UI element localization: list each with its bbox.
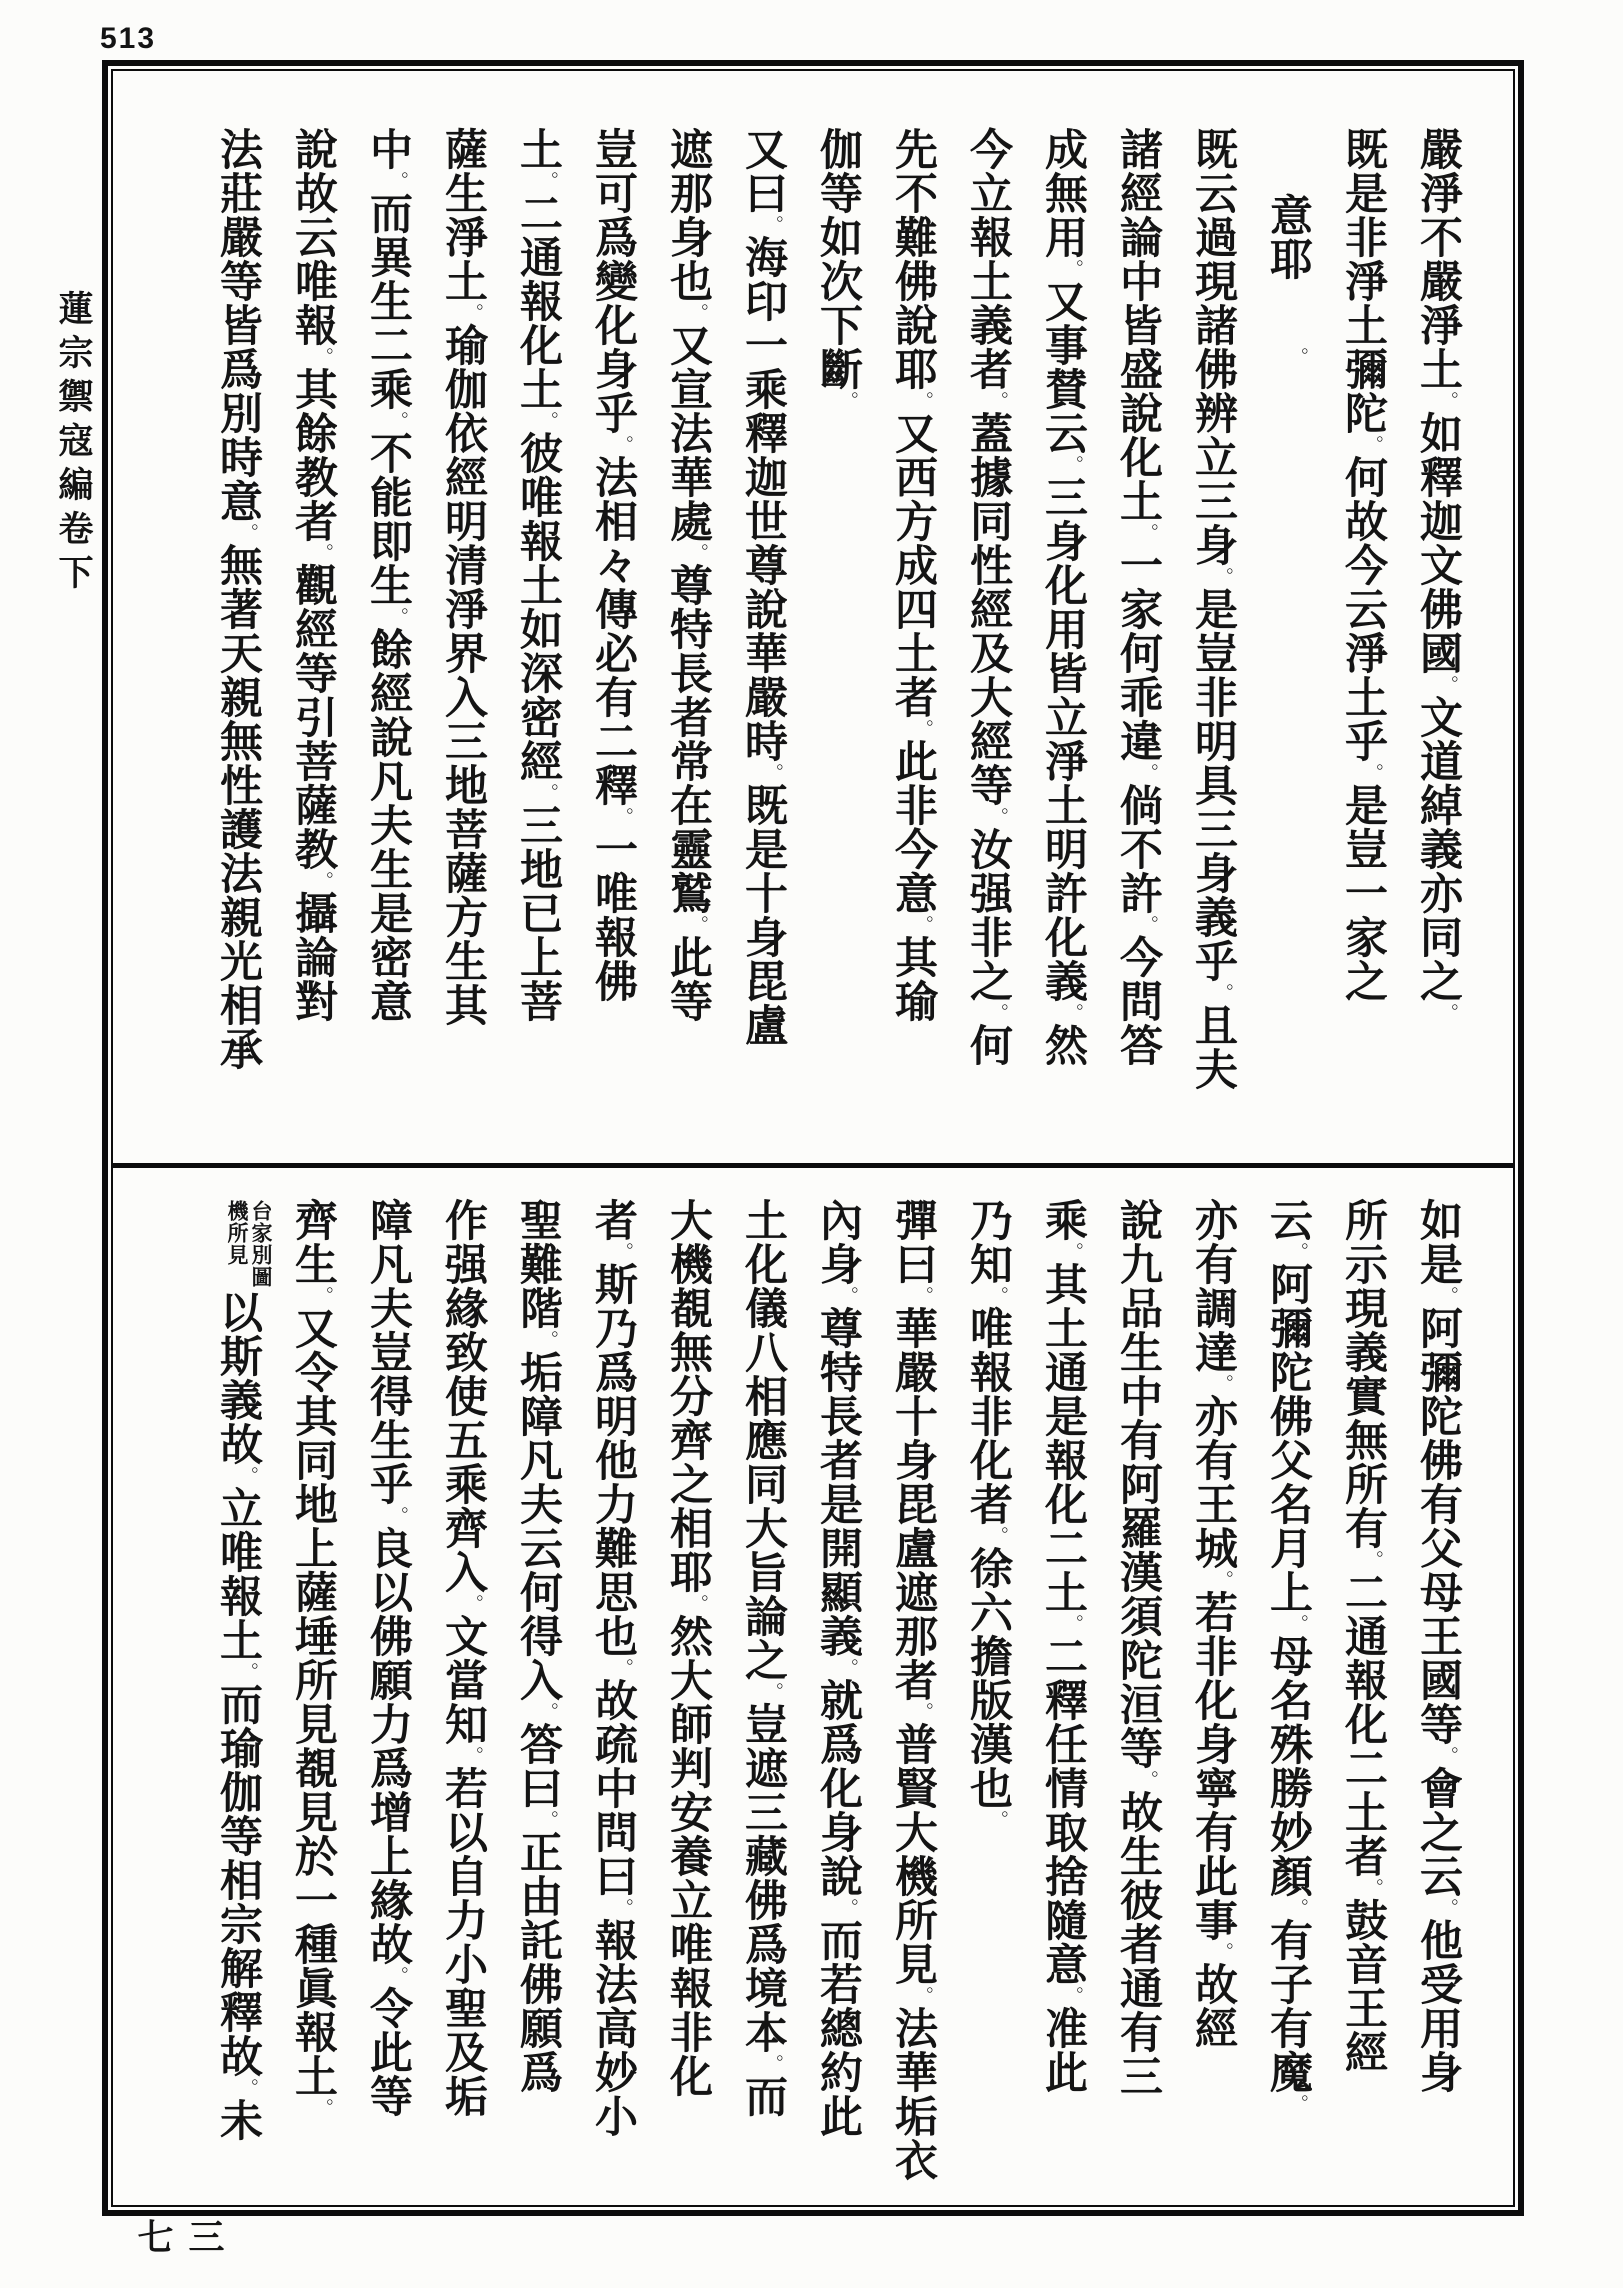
text-column: 說故云唯報。其餘教者。觀經等引菩薩教。攝論對 <box>275 127 350 1163</box>
punctuation-mark: 。 <box>387 1506 409 1526</box>
punctuation-mark: 。 <box>1362 1550 1384 1570</box>
page-border-inner-rule <box>111 69 1515 2207</box>
punctuation-mark: 。 <box>1137 763 1159 783</box>
punctuation-mark: 。 <box>1062 1242 1084 1262</box>
punctuation-mark: 。 <box>1212 567 1234 587</box>
punctuation-mark: 。 <box>387 1966 409 1986</box>
punctuation-mark: 。 <box>987 1810 1009 1830</box>
text-column: 者。斯乃爲明他力難思也。故疏中問曰。報法高妙小 <box>575 1198 650 2205</box>
punctuation-mark: 。 <box>537 1702 559 1722</box>
punctuation-mark: 。 <box>687 915 709 935</box>
text-column: 云。阿彌陀佛父名月上。母名殊勝妙顏。有子有魔。 <box>1250 1198 1325 2205</box>
text-column: 既云過現諸佛辨立三身。是豈非明具三身義乎。且夫 <box>1175 127 1250 1163</box>
punctuation-mark: 。 <box>612 1658 634 1678</box>
text-column: 彈曰。華嚴十身毘盧遮那者。普賢大機所見。法華垢衣 <box>875 1198 950 2205</box>
punctuation-mark: 。 <box>1437 1286 1459 1306</box>
text-column: 伽等如次下斷。 <box>800 127 875 1163</box>
text-column: 作强緣致使五乘齊入。文當知。若以自力小聖及垢 <box>425 1198 500 2205</box>
punctuation-mark: 。 <box>612 1898 634 1918</box>
punctuation-mark: 。 <box>912 719 934 739</box>
punctuation-mark: 。 <box>912 1286 934 1306</box>
punctuation-mark: 。 <box>1437 1898 1459 1918</box>
text-column: 中。而異生二乘。不能即生。餘經說凡夫生是密意 <box>350 127 425 1163</box>
punctuation-mark: 。 <box>1212 1570 1234 1590</box>
text-column: 意耶。 <box>1250 127 1325 1163</box>
text-column: 乃知。唯報非化者。徐六擔版漢也。 <box>950 1198 1025 2205</box>
text-column: 先不難佛說耶。又西方成四土者。此非今意。其瑜 <box>875 127 950 1163</box>
text-column: 齊生。又令其同地上薩埵所見覩見於一種眞報土。 <box>275 1198 350 2205</box>
punctuation-mark: 。 <box>1062 1614 1084 1634</box>
punctuation-mark: 。 <box>837 1898 859 1918</box>
punctuation-mark: 。 <box>312 871 334 891</box>
punctuation-mark: 。 <box>987 807 1009 827</box>
punctuation-mark: 。 <box>312 347 334 367</box>
punctuation-mark: 。 <box>687 1594 709 1614</box>
punctuation-mark: 。 <box>687 543 709 563</box>
punctuation-mark: 。 <box>1437 1003 1459 1023</box>
punctuation-mark: 。 <box>1287 2094 1309 2114</box>
punctuation-mark: 。 <box>1062 455 1084 475</box>
punctuation-mark: 。 <box>387 607 409 627</box>
lower-text-block <box>113 1168 1513 2205</box>
text-column: 內身。尊特長者是開顯義。就爲化身說。而若總約此 <box>800 1198 875 2205</box>
punctuation-mark: 。 <box>612 1242 634 1262</box>
punctuation-mark: 。 <box>387 171 409 191</box>
text-column: 土。二通報化土。彼唯報土如深密經。三地已上菩 <box>500 127 575 1163</box>
text-column: 大機覩無分齊之相耶。然大師判安養立唯報非化 <box>650 1198 725 2205</box>
text-column: 既是非淨土彌陀。何故今云淨土乎。是豈一家之 <box>1325 127 1400 1163</box>
punctuation-mark: 。 <box>987 1286 1009 1306</box>
punctuation-mark: 。 <box>762 215 784 235</box>
punctuation-mark: 。 <box>462 303 484 323</box>
punctuation-mark: 。 <box>237 1466 259 1486</box>
punctuation-mark: 。 <box>237 2078 259 2098</box>
punctuation-mark: 。 <box>1212 983 1234 1003</box>
text-column: 諸經論中皆盛說化土。一家何乖違。倘不許。今問答 <box>1100 127 1175 1163</box>
text-column: 法莊嚴等皆爲別時意。無著天親無性護法親光相承 <box>200 127 275 1163</box>
text-column: 所示現義實無所有。二通報化二土者。鼓音王經 <box>1325 1198 1400 2205</box>
text-column: 又曰。海印一乘釋迦世尊說華嚴時。既是十身毘盧 <box>725 127 800 1163</box>
punctuation-mark: 。 <box>1287 1898 1309 1918</box>
punctuation-mark: 。 <box>762 2054 784 2074</box>
punctuation-mark: 。 <box>612 435 634 455</box>
text-column: 障凡夫豈得生乎。良以佛願力爲增上緣故。令此等 <box>350 1198 425 2205</box>
punctuation-mark: 。 <box>1362 1878 1384 1898</box>
scan-page-number: 513 <box>100 22 157 55</box>
punctuation-mark: 。 <box>537 783 559 803</box>
punctuation-mark: 。 <box>987 1003 1009 1023</box>
text-column: 台家別圖 機所見 以斯義故。立唯報土。而瑜伽等相宗解釋故。未 <box>200 1198 275 2205</box>
text-column: 聖難階。垢障凡夫云何得入。答曰。正由託佛願爲 <box>500 1198 575 2205</box>
punctuation-mark: 。 <box>1437 391 1459 411</box>
punctuation-mark: 。 <box>912 915 934 935</box>
punctuation-mark: 。 <box>912 391 934 411</box>
punctuation-mark: 。 <box>912 1702 934 1722</box>
punctuation-mark: 。 <box>1137 915 1159 935</box>
punctuation-mark: 。 <box>1362 763 1384 783</box>
text-column: 土化儀八相應同大旨論之。豈遮三藏佛爲境本。而 <box>725 1198 800 2205</box>
punctuation-mark: 。 <box>537 171 559 191</box>
punctuation-mark: 。 <box>237 1662 259 1682</box>
text-column: 乘。其土通是報化二土。二釋任情取捨隨意。准此 <box>1025 1198 1100 2205</box>
inline-split-note: 台家別圖 機所見 <box>225 1200 274 1288</box>
page-border-frame <box>102 60 1524 2216</box>
punctuation-mark: 。 <box>987 1526 1009 1546</box>
punctuation-mark: 。 <box>1362 435 1384 455</box>
text-column: 成無用。又事賛云。三身化用皆立淨土明許化義。然 <box>1025 127 1100 1163</box>
punctuation-mark: 。 <box>462 1746 484 1766</box>
punctuation-mark: 。 <box>312 2098 334 2118</box>
punctuation-mark: 。 <box>762 1682 784 1702</box>
punctuation-mark: 。 <box>312 1286 334 1306</box>
punctuation-mark: 。 <box>1287 1242 1309 1262</box>
punctuation-mark: 。 <box>462 1594 484 1614</box>
margin-running-title: 蓮宗禦寇編卷下 <box>53 290 94 598</box>
punctuation-mark: 。 <box>537 411 559 431</box>
punctuation-mark: 。 <box>612 807 634 827</box>
folio-number: 三七 <box>132 2218 225 2260</box>
text-column: 亦有調達。亦有王城。若非化身寧有此事。故經 <box>1175 1198 1250 2205</box>
text-column: 如是。阿彌陀佛有父母王國等。會之云。他受用身 <box>1400 1198 1475 2205</box>
punctuation-mark: 。 <box>837 1658 859 1678</box>
punctuation-mark: 。 <box>687 303 709 323</box>
punctuation-mark: 。 <box>537 1810 559 1830</box>
text-column: 嚴淨不嚴淨土。如釋迦文佛國。文道綽義亦同之。 <box>1400 127 1475 1163</box>
text-column: 薩生淨土。瑜伽依經明清淨界入三地菩薩方生其 <box>425 127 500 1163</box>
punctuation-mark: 。 <box>312 543 334 563</box>
punctuation-mark: 。 <box>837 391 859 411</box>
punctuation-mark: 。 <box>237 523 259 543</box>
punctuation-mark: 。 <box>1437 675 1459 695</box>
text-column: 說九品生中有阿羅漢須陀洹等。故生彼者通有三 <box>1100 1198 1175 2205</box>
text-column: 今立報土義者。蓋據同性經及大經等。汝强非之。何 <box>950 127 1025 1163</box>
punctuation-mark: 。 <box>1062 1003 1084 1023</box>
punctuation-mark: 。 <box>1212 1374 1234 1394</box>
punctuation-mark: 。 <box>537 1330 559 1350</box>
text-column: 豈可爲變化身乎。法相々傳必有二釋。一唯報佛 <box>575 127 650 1163</box>
punctuation-mark: 。 <box>1287 347 1309 367</box>
punctuation-mark: 。 <box>1137 1770 1159 1790</box>
upper-text-block <box>113 71 1513 1163</box>
punctuation-mark: 。 <box>837 1286 859 1306</box>
punctuation-mark: 。 <box>1287 1614 1309 1634</box>
punctuation-mark: 。 <box>987 391 1009 411</box>
text-column: 遮那身也。又宣法華處。尊特長者常在靈鷲。此等 <box>650 127 725 1163</box>
punctuation-mark: 。 <box>912 1986 934 2006</box>
punctuation-mark: 。 <box>387 411 409 431</box>
punctuation-mark: 。 <box>1212 1942 1234 1962</box>
punctuation-mark: 。 <box>1062 1986 1084 2006</box>
punctuation-mark: 。 <box>1137 523 1159 543</box>
punctuation-mark: 。 <box>1062 259 1084 279</box>
punctuation-mark: 。 <box>1437 1746 1459 1766</box>
punctuation-mark: 。 <box>762 763 784 783</box>
